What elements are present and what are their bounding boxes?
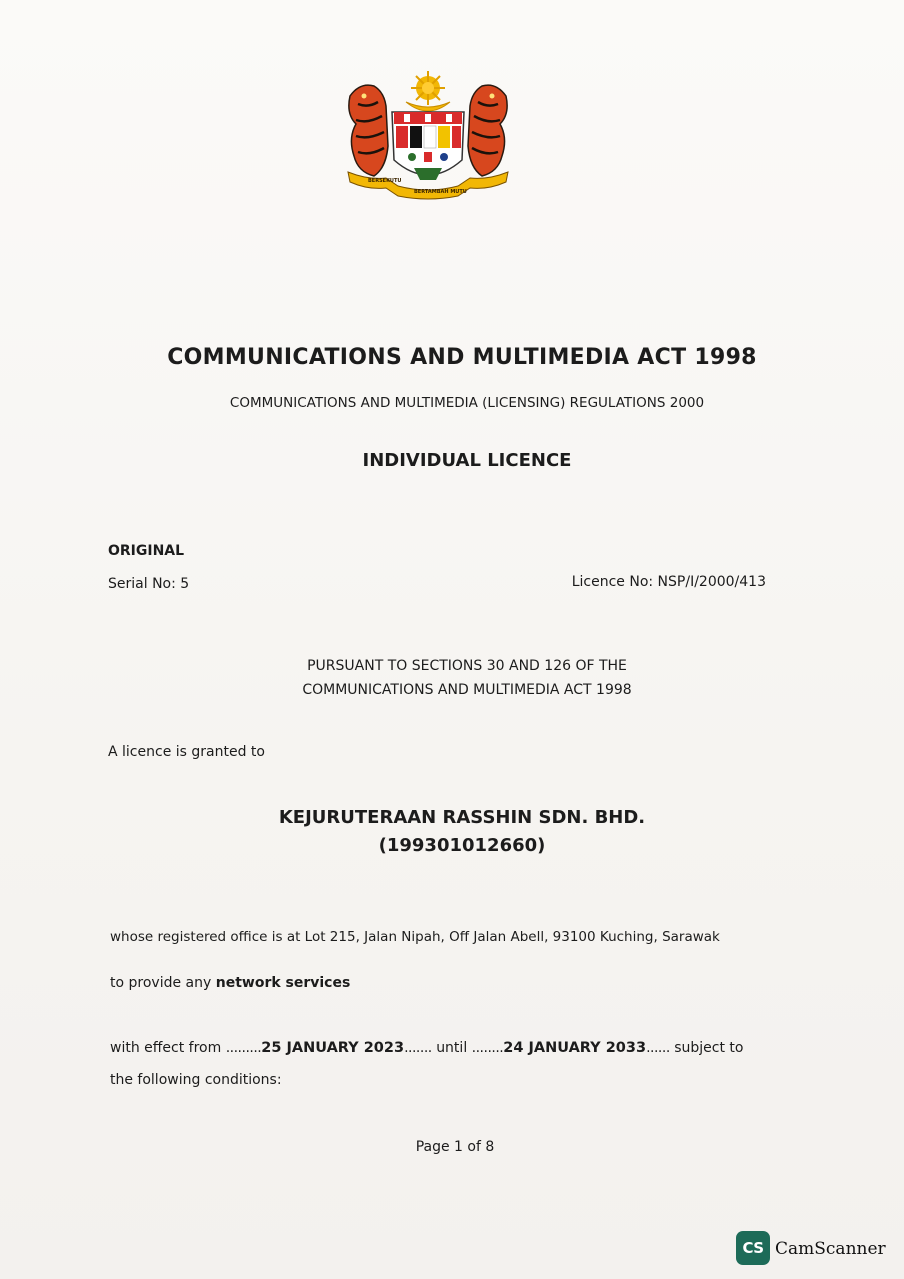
pursuant-line-1: PURSUANT TO SECTIONS 30 AND 126 OF THE	[307, 658, 627, 674]
malaysia-coat-of-arms	[338, 68, 518, 200]
pursuant-line-2: COMMUNICATIONS AND MULTIMEDIA ACT 1998	[302, 682, 632, 698]
pursuant-statement	[0, 654, 904, 702]
effect-prefix: with effect from	[110, 1040, 222, 1056]
crest-shield	[392, 112, 464, 180]
registered-office: whose registered office is at Lot 215, Jalan Nipah, Off Jalan Abell, 93100 Kuching, Sarawak	[110, 929, 720, 945]
copy-label: ORIGINAL	[108, 543, 185, 559]
crest-tiger-left	[349, 85, 388, 176]
page-number: Page 1 of 8	[415, 1139, 495, 1155]
crest-motto-center-text: BERTAMBAH MUTU	[414, 189, 467, 195]
company-registration-number: (199301012660)	[378, 835, 546, 856]
start-date: 25 JANUARY 2023	[261, 1040, 405, 1056]
licence-type-heading: INDIVIDUAL LICENCE	[362, 450, 572, 471]
until-label: until	[436, 1040, 468, 1056]
crest-star	[411, 71, 445, 105]
validity-period	[110, 1040, 743, 1056]
grant-intro: A licence is granted to	[108, 744, 265, 760]
company-name: KEJURUTERAAN RASSHIN SDN. BHD.	[278, 807, 646, 828]
fill-dots: .........	[225, 1040, 262, 1056]
end-date: 24 JANUARY 2033	[503, 1040, 647, 1056]
act-title: COMMUNICATIONS AND MULTIMEDIA ACT 1998	[167, 345, 757, 370]
fill-dots: ........	[471, 1040, 504, 1056]
camscanner-logo-icon	[736, 1231, 770, 1265]
crest-motto-left-text: BERSEKUTU	[368, 178, 402, 184]
crest-tiger-right	[468, 85, 507, 176]
service-prefix: to provide any	[110, 975, 212, 991]
regulations-title: COMMUNICATIONS AND MULTIMEDIA (LICENSING) REGULATIONS 2000	[229, 395, 705, 411]
camscanner-watermark: CamScanner	[775, 1239, 886, 1259]
service-scope	[110, 975, 350, 991]
serial-number: Serial No: 5	[108, 576, 190, 592]
fill-dots: ......	[646, 1040, 670, 1056]
fill-dots: .......	[404, 1040, 432, 1056]
service-type: network services	[215, 975, 351, 991]
licensee-block	[0, 804, 904, 860]
conditions-intro: the following conditions:	[110, 1072, 282, 1088]
camscanner-badge-text: CS	[742, 1239, 764, 1257]
subject-to-label: subject to	[674, 1040, 744, 1056]
licence-number: Licence No: NSP/I/2000/413	[571, 574, 766, 590]
